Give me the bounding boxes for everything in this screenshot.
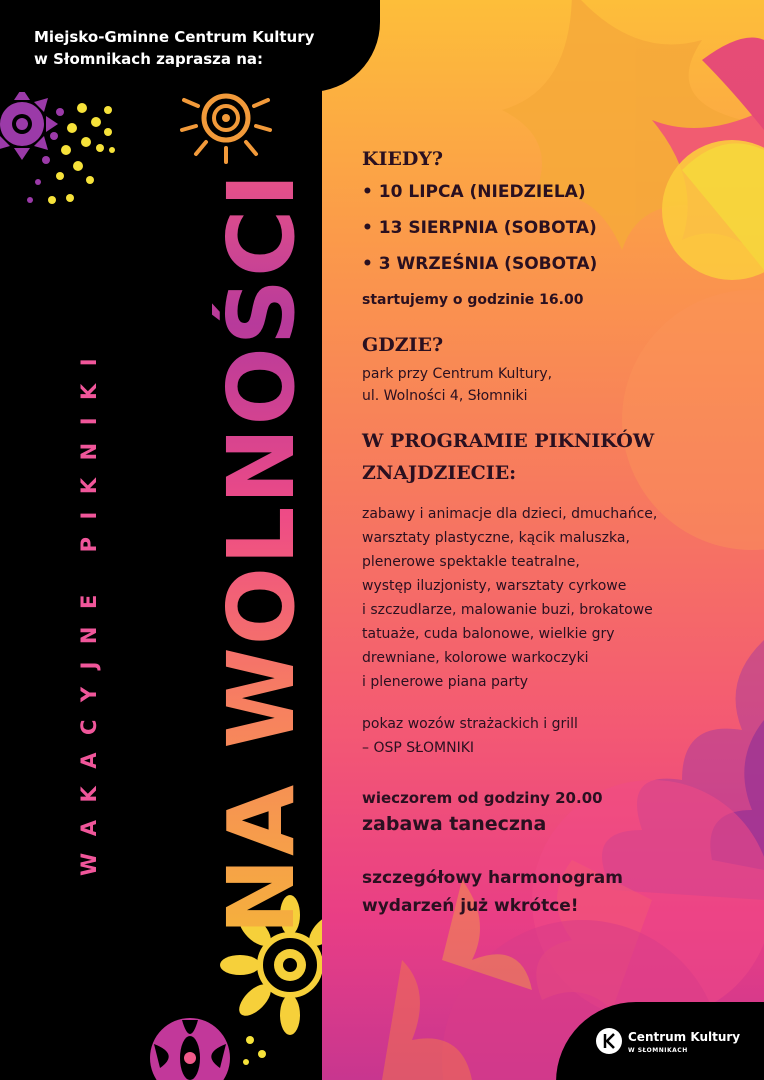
program-line: tatuaże, cuda balonowe, wielkie gry <box>362 626 615 642</box>
program-line: warsztaty plastyczne, kącik maluszka, <box>362 530 630 546</box>
program-heading-1: W PROGRAMIE PIKNIKÓW <box>362 430 655 452</box>
main-title-vertical: NA WOLNOŚCI <box>208 171 315 935</box>
start-time: startujemy o godzinie 16.00 <box>362 292 584 308</box>
evening-line1: wieczorem od godziny 20.00 <box>362 789 603 807</box>
where-line2: ul. Wolności 4, Słomniki <box>362 388 528 404</box>
when-heading: KIEDY? <box>362 148 444 170</box>
logo-name: Centrum Kultury <box>628 1030 741 1044</box>
logo-place: W SŁOMNIKACH <box>628 1047 688 1054</box>
subtitle-vertical: WAKACYJNE PIKNIKI <box>77 340 101 876</box>
where-heading: GDZIE? <box>362 334 444 356</box>
program-line: drewniane, kolorowe warkoczyki <box>362 650 589 666</box>
program-line: zabawy i animacje dla dzieci, dmuchańce, <box>362 506 658 522</box>
where-line1: park przy Centrum Kultury, <box>362 366 553 382</box>
vertical-titles <box>0 0 322 1080</box>
header-line2: w Słomnikach zaprasza na: <box>34 50 264 68</box>
evening-line2: zabawa taneczna <box>362 813 547 835</box>
black-panel <box>0 0 322 1080</box>
program-line: i szczudlarze, malowanie buzi, brokatowe <box>362 602 653 618</box>
program-heading-2: ZNAJDZIECIE: <box>362 462 517 484</box>
fire-line1: pokaz wozów strażackich i grill <box>362 716 578 732</box>
soon-line1: szczegółowy harmonogram <box>362 868 623 888</box>
date-1: • 10 LIPCA (NIEDZIELA) <box>362 182 586 202</box>
program-line: plenerowe spektakle teatralne, <box>362 554 580 570</box>
date-3: • 3 WRZEŚNIA (SOBOTA) <box>362 254 598 274</box>
date-2: • 13 SIERPNIA (SOBOTA) <box>362 218 597 238</box>
soon-line2: wydarzeń już wkrótce! <box>362 896 579 916</box>
logo-mark-icon <box>596 1028 622 1054</box>
fire-line2: – OSP SŁOMNIKI <box>362 740 475 756</box>
program-line: występ iluzjonisty, warsztaty cyrkowe <box>362 578 627 594</box>
program-line: i plenerowe piana party <box>362 674 528 690</box>
header-line1: Miejsko-Gminne Centrum Kultury <box>34 28 315 46</box>
header <box>34 26 314 70</box>
